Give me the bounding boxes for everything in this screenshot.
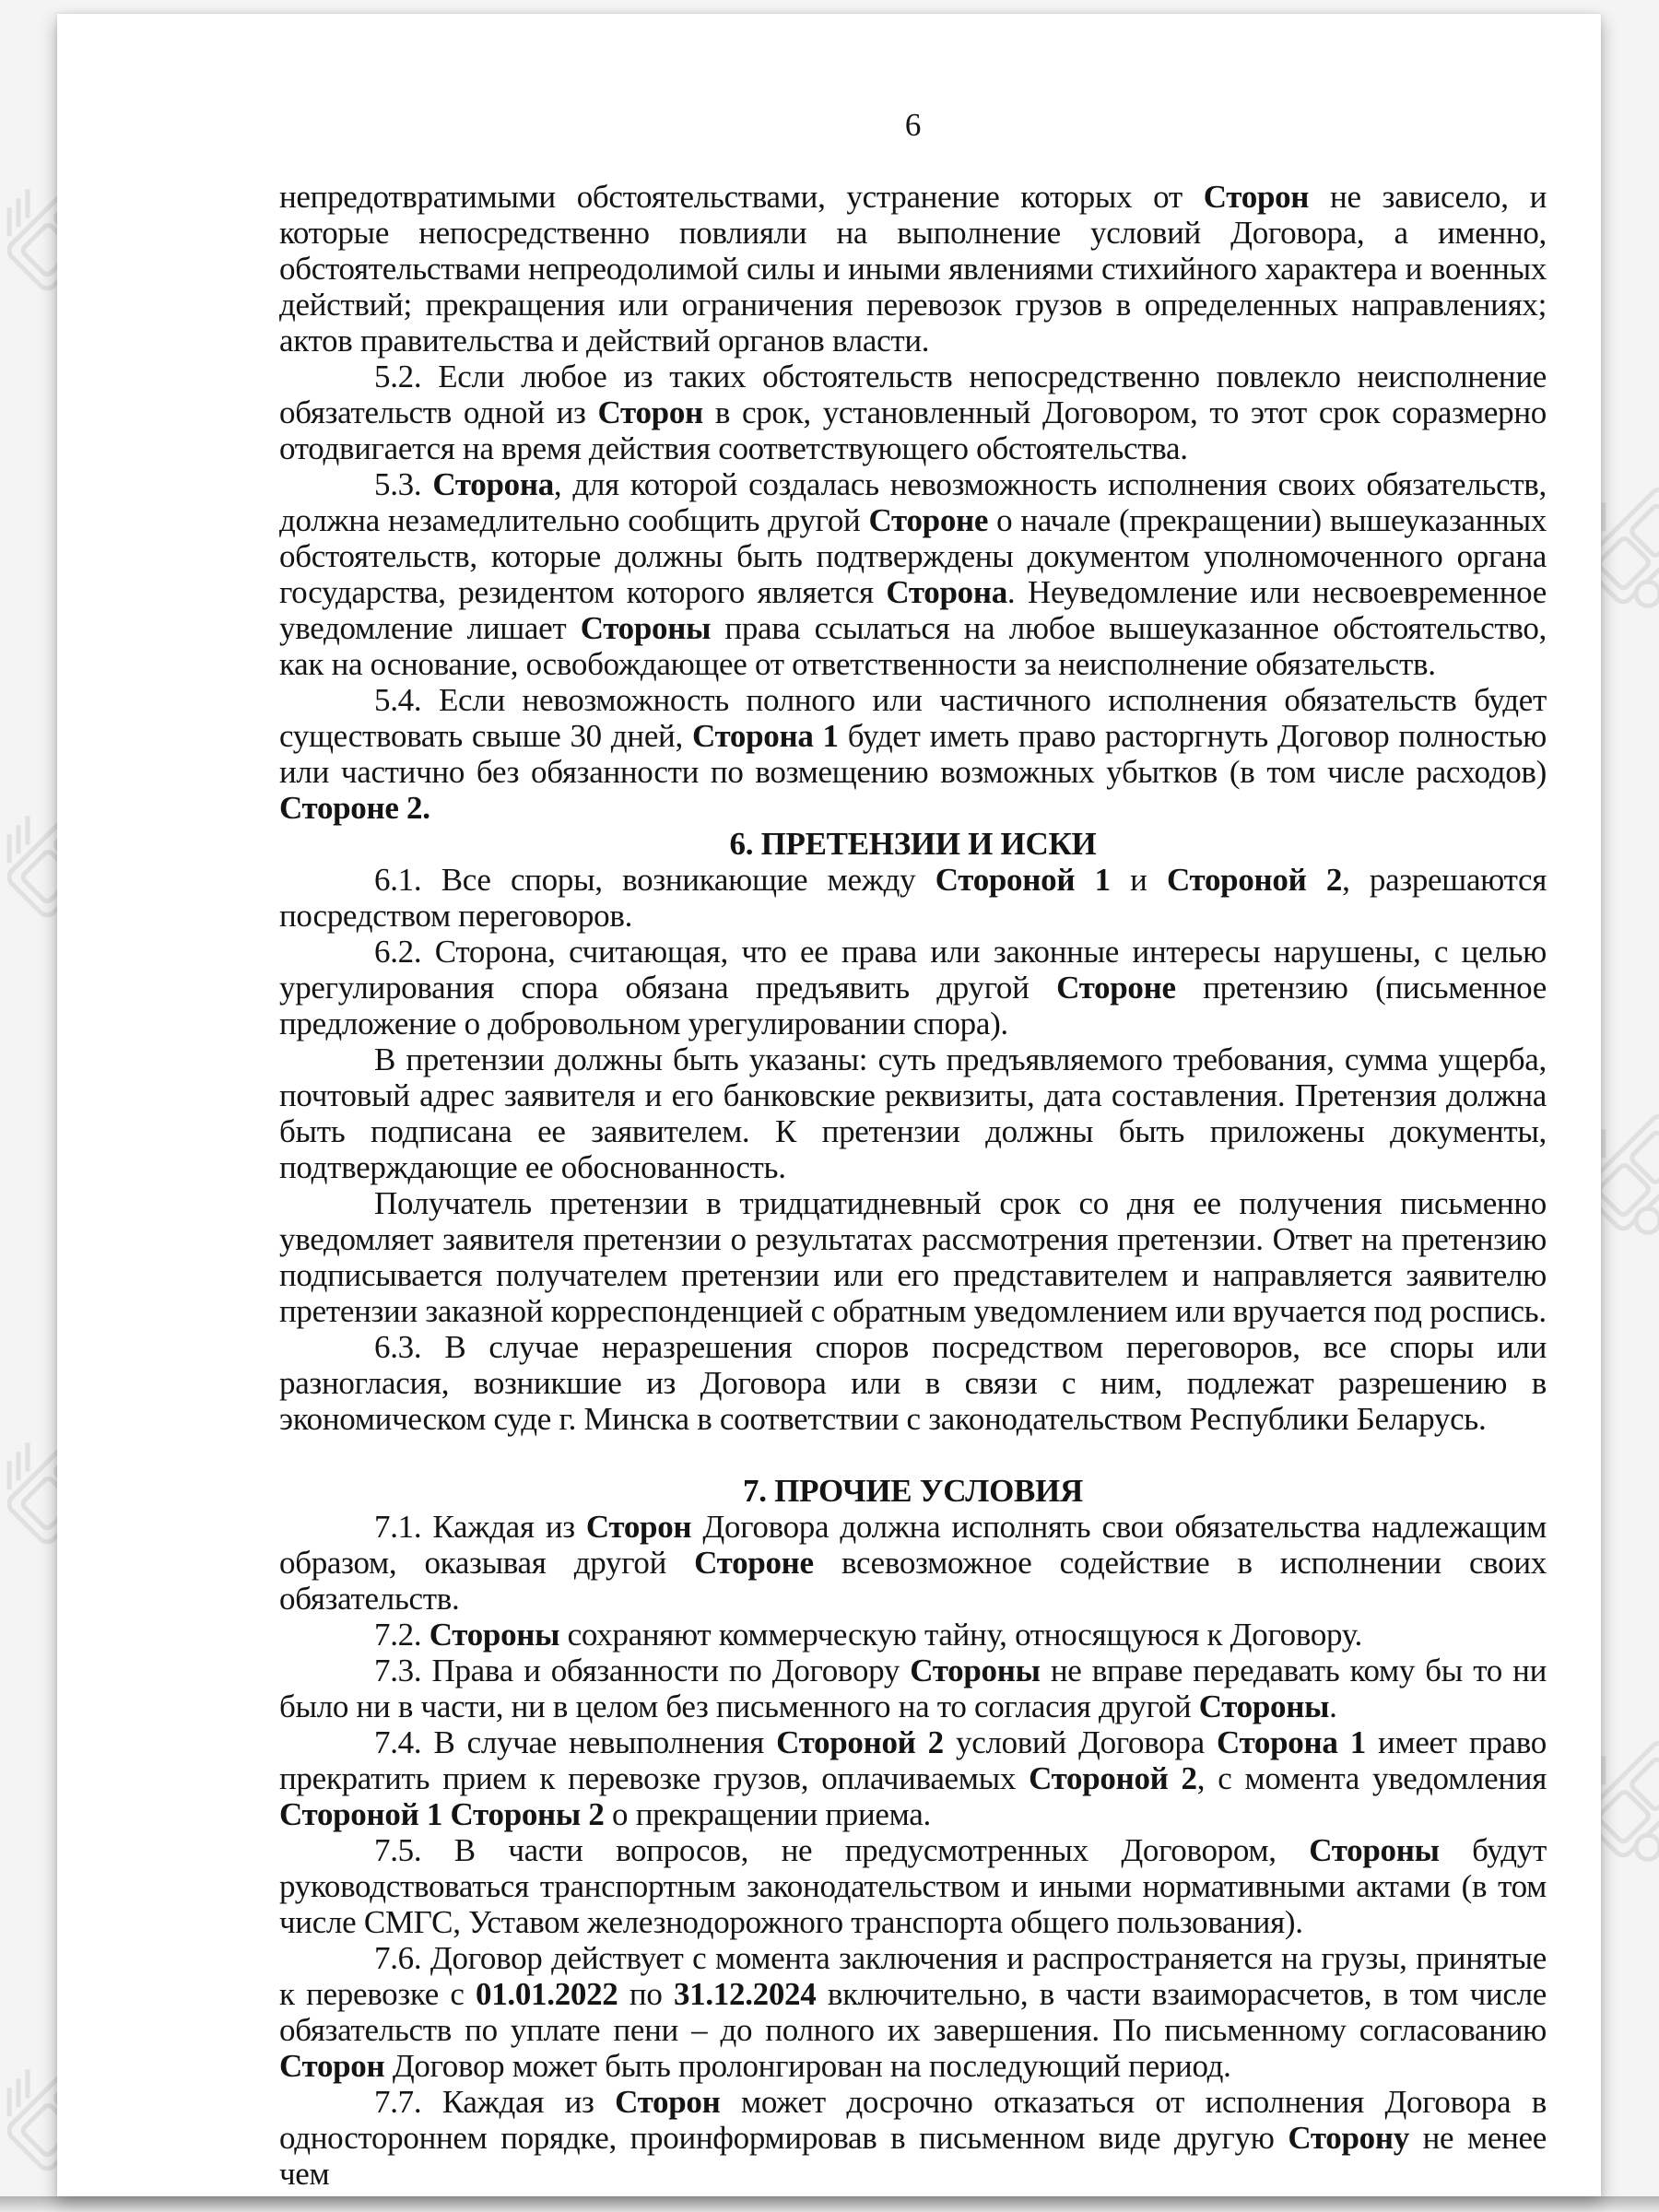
section-heading	[279, 1473, 1547, 1509]
text-run: , с момента уведомления	[1196, 1760, 1547, 1796]
bold-text-run: 31.12.2024	[673, 1976, 817, 2012]
bold-text-run: Стороне	[1056, 970, 1176, 1006]
paragraph	[279, 1724, 1547, 1832]
paragraph	[279, 1185, 1547, 1329]
bold-text-run: Стороны	[1309, 1832, 1440, 1868]
truck-watermark-icon	[0, 416, 16, 621]
paragraph	[279, 934, 1547, 1041]
paragraph	[279, 862, 1547, 934]
text-run: 6.1. Все споры, возникающие между	[374, 862, 935, 898]
paragraph	[279, 466, 1547, 682]
paragraph	[279, 682, 1547, 826]
text-run: сохраняют коммерческую тайну, относящуюся к Договору.	[559, 1617, 1362, 1653]
text-run: может досрочно отказаться от исполнения Договора в одностороннем порядке, проинформировав в письменном виде другую	[279, 2084, 1547, 2156]
text-run: . Неуведомление или несвоевременное уведомление лишает	[279, 574, 1547, 646]
paragraph	[279, 1617, 1547, 1653]
bold-text-run: 01.01.2022	[476, 1976, 618, 2012]
bold-text-run: Стороной 2	[1167, 862, 1343, 898]
text-run: всевозможное содействие в исполнении своих обязательств.	[279, 1545, 1547, 1617]
bold-text-run: Стороне	[868, 502, 989, 538]
text-run: по	[618, 1976, 674, 2012]
paragraph	[279, 2084, 1547, 2192]
truck-watermark-icon	[0, 1042, 16, 1248]
text-run: будет иметь право расторгнуть Договор полностью или частично без обязанности по возмещению возможных убытков (в том числе расходов)	[279, 718, 1547, 790]
text-run: 7.6. Договор действует с момента заключения и распространяется на грузы, принятые к перевозке с	[279, 1940, 1547, 2012]
text-run: включительно, в части взаиморасчетов, в том числе обязательств по уплате пени – до полного их завершения. По письменному согласованию	[279, 1976, 1547, 2048]
bold-text-run: Стороной 2	[776, 1724, 944, 1760]
page-content	[279, 107, 1547, 2192]
bold-text-run: Сторон	[615, 2084, 721, 2120]
bold-text-run: Стороне 2.	[279, 790, 430, 826]
bold-text-run: Сторона	[886, 574, 1007, 610]
text-run: 7.5. В части вопросов, не предусмотренных Договором,	[374, 1832, 1310, 1868]
text-run: о начале (прекращении) вышеуказанных обстоятельств, которые должны быть подтверждены документом уполномоченного органа государства, резидентом которого является	[279, 502, 1547, 610]
text-run: Договора должна исполнять свои обязательства надлежащим образом, оказывая другой	[279, 1509, 1547, 1581]
paragraph	[279, 1329, 1547, 1437]
bold-text-run: 6. ПРЕТЕНЗИИ И ИСКИ	[729, 826, 1097, 862]
text-run: претензию (письменное предложение о добровольном урегулировании спора).	[279, 970, 1547, 1041]
bold-text-run: Стороной 1	[935, 862, 1111, 898]
bold-text-run: Сторону	[1288, 2120, 1409, 2156]
truck-watermark-icon	[0, 1669, 16, 1875]
text-run: 5.3.	[374, 466, 433, 502]
text-run: будут руководствоваться транспортным законодательством и иными нормативными актами (в том числе СМГС, Уставом железнодорожного транспорта общего пользования).	[279, 1832, 1547, 1940]
bold-text-run: 7. ПРОЧИЕ УСЛОВИЯ	[743, 1473, 1083, 1509]
text-run: Получатель претензии в тридцатидневный срок со дня ее получения письменно уведомляет заявителя претензии о результатах рассмотрения претензии. Ответ на претензию подписывается получателем претензии или его представителем и направляется заявителю претензии заказной корреспонденцией с обратным уведомлением или вручается под роспись.	[279, 1185, 1547, 1329]
text-run: и	[1110, 862, 1168, 898]
text-run: непредотвратимыми обстоятельствами, устранение которых от	[279, 179, 1204, 215]
page-bottom-shadow	[0, 2196, 1659, 2212]
paragraph	[279, 1940, 1547, 2084]
text-run: 5.2. Если любое из таких обстоятельств непосредственно повлекло неисполнение обязательств одной из	[279, 359, 1547, 430]
bold-text-run: Сторона 1	[691, 718, 839, 754]
bold-text-run: Стороной 1 Стороны 2	[279, 1796, 605, 1832]
text-run: не менее чем	[279, 2120, 1547, 2192]
bold-text-run: Стороной 2	[1029, 1760, 1197, 1796]
text-run: 7.3. Права и обязанности по Договору	[374, 1653, 911, 1688]
bold-text-run: Стороне	[694, 1545, 814, 1581]
paragraph	[279, 359, 1547, 466]
paragraph	[279, 1832, 1547, 1940]
bold-text-run: Стороны	[910, 1653, 1041, 1688]
bold-text-run: Сторон	[279, 2048, 385, 2084]
document-page	[57, 14, 1601, 2196]
text-run: 6.3. В случае неразрешения споров посредством переговоров, все споры или разногласия, возникшие из Договора или в связи с ним, подлежат разрешению в экономическом суде г. Минска в соответствии с законодательством Республики Беларусь.	[279, 1329, 1547, 1437]
bold-text-run: Стороны	[1198, 1688, 1330, 1724]
text-run: условий Договора	[943, 1724, 1217, 1760]
text-run: о прекращении приема.	[604, 1796, 931, 1832]
text-run: 7.1. Каждая из	[374, 1509, 586, 1545]
paragraph	[279, 1653, 1547, 1724]
paragraph-spacer	[279, 1437, 1547, 1473]
section-heading	[279, 826, 1547, 862]
text-run: Договор может быть пролонгирован на последующий период.	[384, 2048, 1231, 2084]
text-run: права ссылаться на любое вышеуказанное обстоятельство, как на основание, освобождающее от ответственности за неисполнение обязательств.	[279, 610, 1547, 682]
bold-text-run: Сторона 1	[1216, 1724, 1366, 1760]
bold-text-run: Стороны	[580, 610, 712, 646]
document-body	[279, 179, 1547, 2192]
text-run: В претензии должны быть указаны: суть предъявляемого требования, сумма ущерба, почтовый адрес заявителя и его банковские реквизиты, дата составления. Претензия должна быть подписана ее заявителем. К претензии должны быть приложены документы, подтверждающие ее обоснованность.	[279, 1041, 1547, 1185]
text-run: не зависело, и которые непосредственно повлияли на выполнение условий Договора, а именно, обстоятельствами непреодолимой силы и иными явлениями стихийного характера и военных действий; прекращения или ограничения перевозок грузов в определенных направлениях; актов правительства и действий органов власти.	[279, 179, 1547, 359]
text-run: 7.4. В случае невыполнения	[374, 1724, 777, 1760]
text-run: имеет право прекратить прием к перевозке грузов, оплачиваемых	[279, 1724, 1547, 1796]
page-number: 6	[904, 107, 922, 143]
bold-text-run: Сторона	[432, 466, 554, 502]
bold-text-run: Сторон	[585, 1509, 692, 1545]
bold-text-run: Сторон	[597, 394, 703, 430]
text-run: 7.2.	[374, 1617, 429, 1653]
text-run: не вправе передавать кому бы то ни было ни в части, ни в целом без письменного на то согласия другой	[279, 1653, 1547, 1724]
text-run: , для которой создалась невозможность исполнения своих обязательств, должна незамедлительно сообщить другой	[279, 466, 1547, 538]
paragraph	[279, 1509, 1547, 1617]
text-run: , разрешаются посредством переговоров.	[279, 862, 1547, 934]
text-run: 5.4. Если невозможность полного или частичного исполнения обязательств будет существовать свыше 30 дней,	[279, 682, 1547, 754]
text-run: 7.7. Каждая из	[374, 2084, 616, 2120]
bold-text-run: Стороны	[429, 1617, 560, 1653]
text-run: .	[1329, 1688, 1337, 1724]
paragraph	[279, 1041, 1547, 1185]
text-run: 6.2. Сторона, считающая, что ее права или законные интересы нарушены, с целью урегулирования спора обязана предъявить другой	[279, 934, 1547, 1006]
bold-text-run: Сторон	[1203, 179, 1310, 215]
text-run: в срок, установленный Договором, то этот срок соразмерно отодвигается на время действия соответствующего обстоятельства.	[279, 394, 1547, 466]
paragraph	[279, 179, 1547, 359]
